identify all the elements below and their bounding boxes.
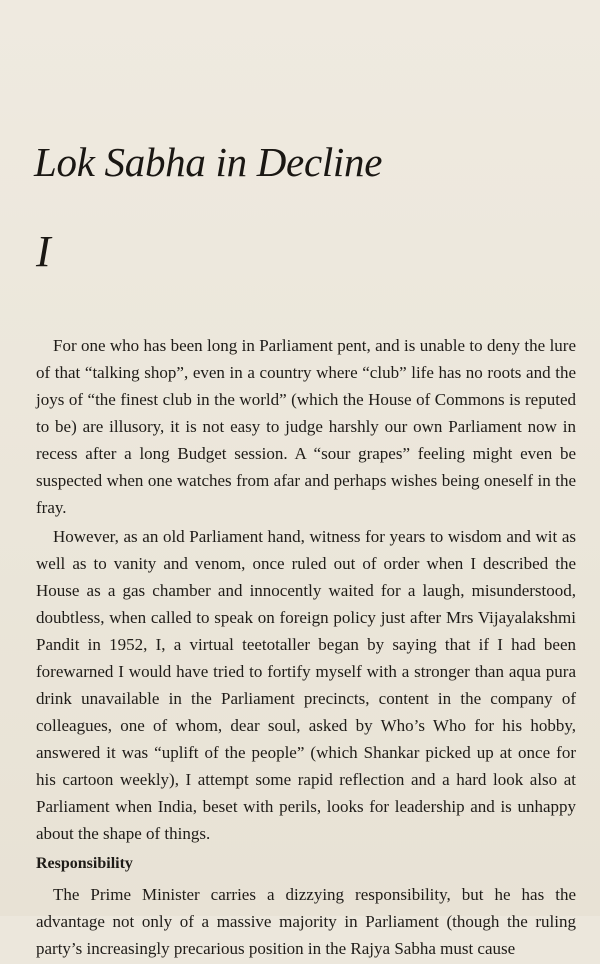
chapter-title: Lok Sabha in Decline <box>34 139 383 185</box>
paragraph-2: However, as an old Parliament hand, witness for years to wisdom and wit as well as to vanity and venom, once ruled out of order when I described the House as a gas chamber and innocently waited for a laugh, misunderstood, doubtless, when called to speak on foreign policy just after Mrs Vijayalakshmi Pandit in 1952, I, a virtual teetotaller began by saying that if I had been forewarned I would have tried to fortify myself with a stronger than aqua pura drink unavailable in the Parliament precincts, content in the company of colleagues, one of whom, dear soul, asked by Who’s Who for his hobby, answered it was “uplift of the people” (which Shankar picked up at once for his cartoon weekly), I attempt some rapid reflection and a hard look also at Parliament when India, beset with perils, looks for leadership and is unhappy about the shape of things. <box>36 527 576 843</box>
section-numeral: I <box>36 227 51 276</box>
subheading-responsibility: Responsibility <box>36 855 133 872</box>
paragraph-3: The Prime Minister carries a dizzying responsibility, but he has the advantage not only of a massive majority in Parliament (though the ruling party’s increasingly precarious position in the Rajya Sabha must cause <box>36 885 576 958</box>
body-text <box>36 332 576 964</box>
paragraph-1: For one who has been long in Parliament pent, and is unable to deny the lure of that “talking shop”, even in a country where “club” life has no roots and the joys of “the finest club in the world” (which the House of Commons is reputed to be) are illusory, it is not easy to judge harshly our own Parliament now in recess after a long Budget session. A “sour grapes” feeling might even be suspected when one watches from afar and perhaps wishes being oneself in the fray. <box>36 336 576 517</box>
